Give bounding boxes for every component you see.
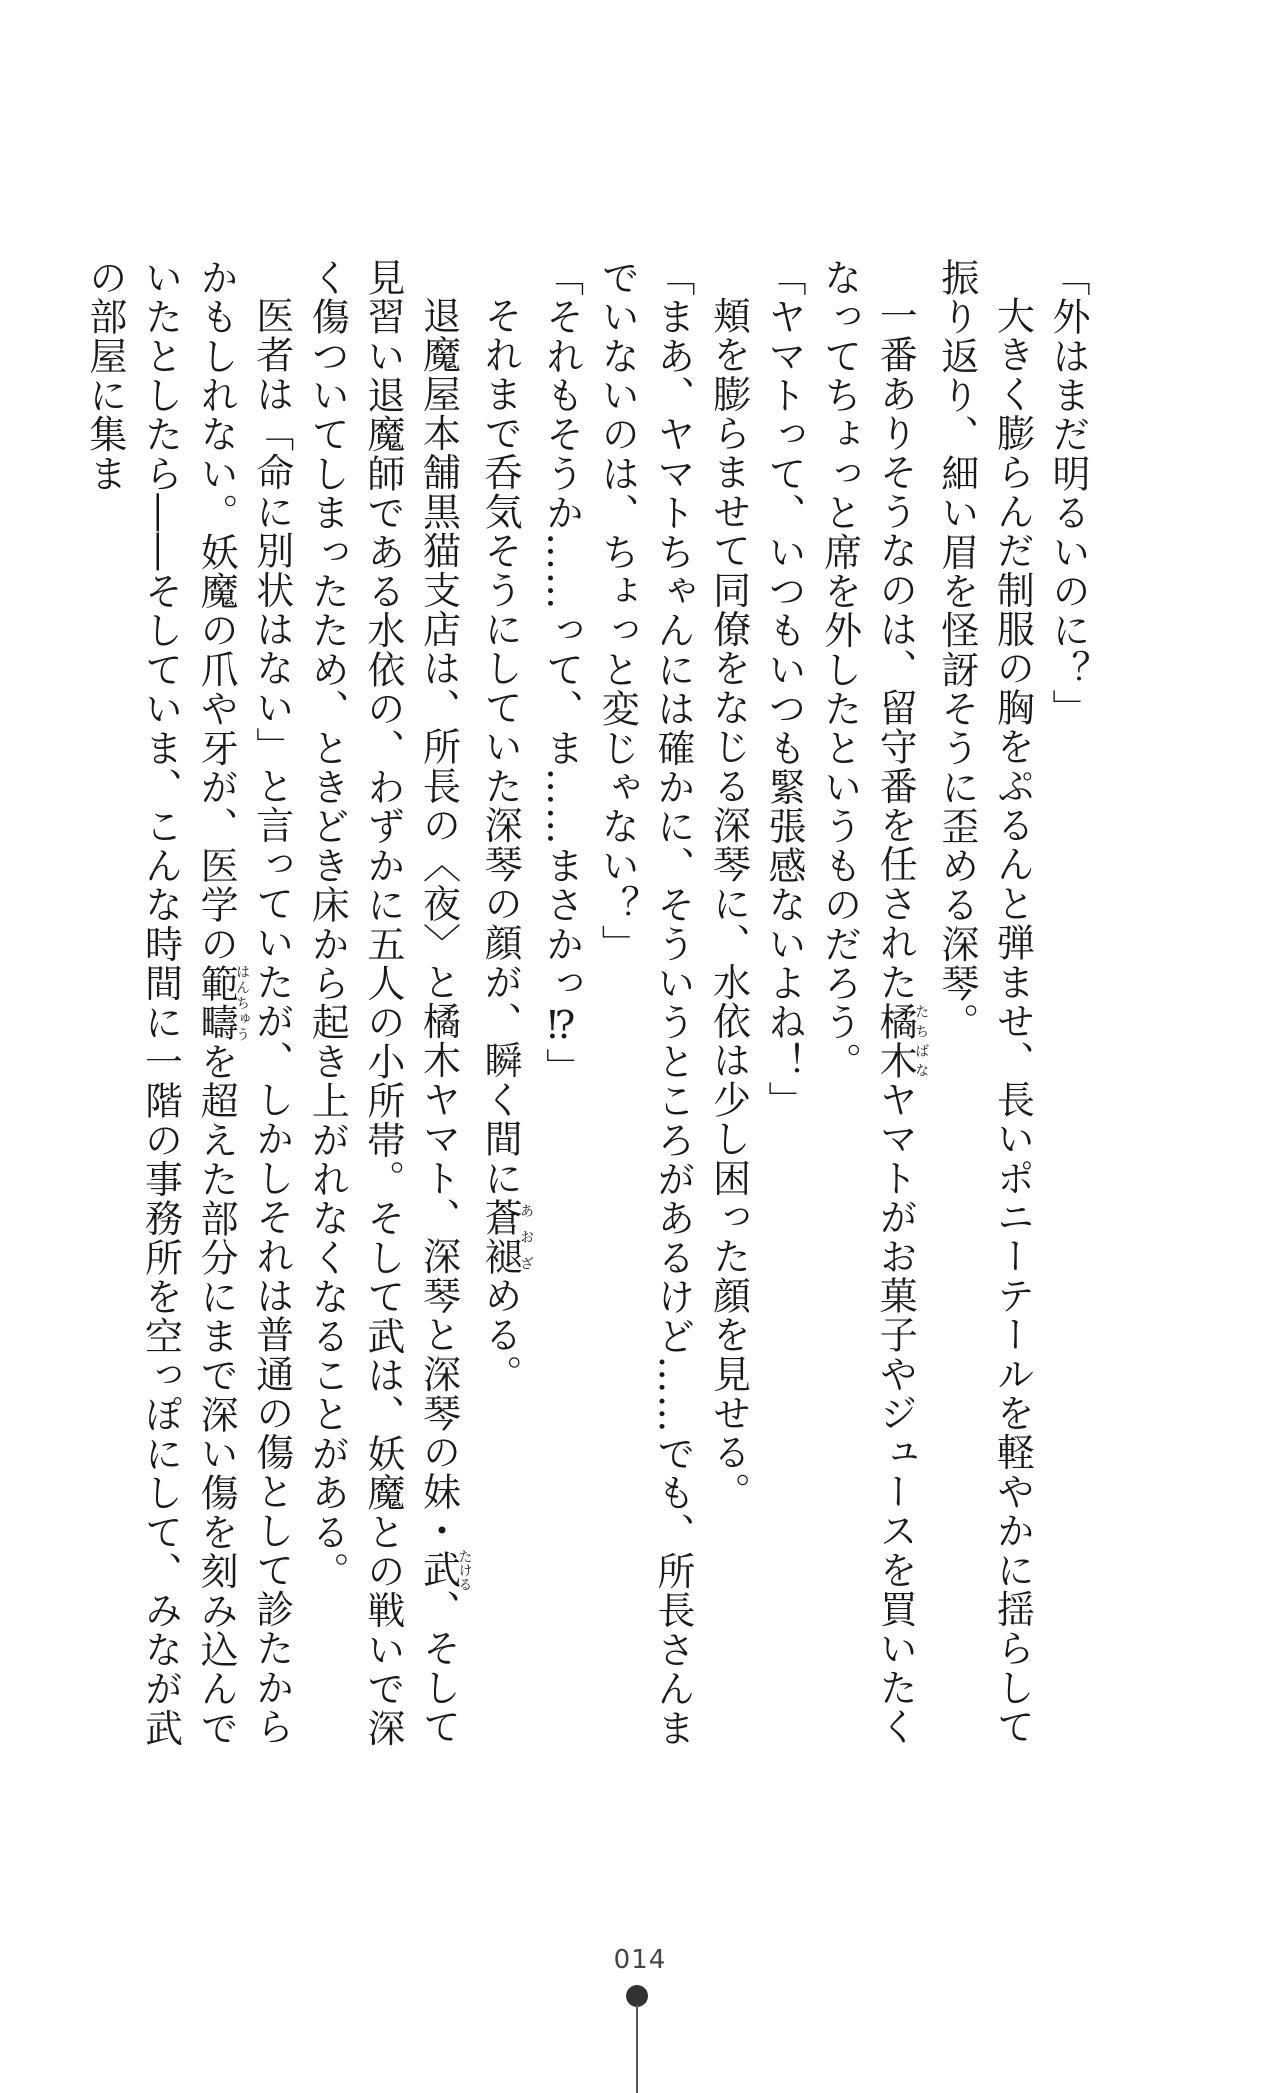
paragraph-7: 「それもそうか……って、ま……まさかっ⁉」 bbox=[539, 258, 584, 1088]
paragraph-8 bbox=[471, 258, 533, 1748]
ruby-tachibana bbox=[873, 1001, 930, 1081]
paragraph-9-after: 、そして見習い退魔師である水依の、わずかに五人の小所帯。そして武は、妖魔との戦いで深く傷ついてしまったため、ときどき床から起き上がれなくなることがある。 bbox=[305, 258, 461, 1748]
paragraph-10-after: を超えた部分にまで深い傷を刻み込んでいたとしたら――そしていま、こんな時間に一階の事務所を空っぽにして、みなが武の部屋に集ま bbox=[82, 258, 239, 1748]
paragraph-3 bbox=[811, 258, 928, 1748]
paragraph-4: 「ヤマトって、いつもいつも緊張感ないよね！」 bbox=[762, 258, 807, 1121]
paragraph-1: 「外はまだ明るいのに？」 bbox=[1046, 258, 1090, 729]
paragraph-9-before: 退魔屋本舗黒猫支店は、所長の〈夜〉と橘木ヤマト、深琴と深琴の妹・ bbox=[416, 296, 461, 1551]
paragraph-8-after: める。 bbox=[478, 1276, 523, 1394]
ruby-aoza-base: 蒼褪 bbox=[478, 1197, 523, 1277]
page-marker-line bbox=[636, 2005, 638, 2093]
ruby-aoza-reading: あおざ bbox=[518, 1197, 535, 1277]
vertical-text-body bbox=[82, 258, 1095, 1748]
paragraph-10-before: 医者は「命に別状はない」と言っていたが、しかしそれは普通の傷として診たからかもしれない。妖魔の爪や牙が、医学の bbox=[194, 258, 294, 1747]
ruby-tachibana-reading: たちばな bbox=[913, 1001, 930, 1081]
paragraph-9 bbox=[299, 258, 472, 1748]
paragraph-2: 大きく膨らんだ制服の胸をぷるんと弾ませ、長いポニーテールを軽やかに揺らして振り返り、細い眉を怪訝そうに歪める深琴。 bbox=[934, 258, 1035, 1747]
paragraph-10 bbox=[76, 258, 298, 1748]
ruby-hanchuu-reading: はんちゅう bbox=[234, 963, 251, 1042]
ruby-aoza bbox=[478, 1197, 535, 1277]
paragraph-3-after: ヤマトがお菓子やジュースを買いたくなってちょっと席を外したというものだろう。 bbox=[817, 258, 918, 1747]
ruby-hanchuu-base: 範疇 bbox=[194, 963, 239, 1043]
paragraph-8-before: それまで呑気そうにしていた深琴の顔が、瞬く間に bbox=[478, 296, 523, 1198]
ruby-takeru-base: 武 bbox=[416, 1549, 461, 1591]
paragraph-6: 「まあ、ヤマトちゃんには確かに、そういうところがあるけど……でも、所長さんまでいないのは、ちょっと変じゃない？」 bbox=[595, 258, 695, 1748]
paragraph-5: 頬を膨らませて同僚をなじる深琴に、水依は少し困った顔を見せる。 bbox=[706, 296, 751, 1512]
paragraph-3-before: 一番ありそうなのは、留守番を任された bbox=[873, 296, 918, 1002]
page-number: 014 bbox=[613, 1945, 667, 1975]
ruby-tachibana-base: 橘木 bbox=[873, 1001, 918, 1081]
ruby-takeru bbox=[416, 1549, 473, 1592]
page-marker-dot bbox=[626, 1985, 648, 2007]
ruby-hanchuu bbox=[194, 963, 251, 1043]
ruby-takeru-reading: たける bbox=[456, 1549, 473, 1592]
